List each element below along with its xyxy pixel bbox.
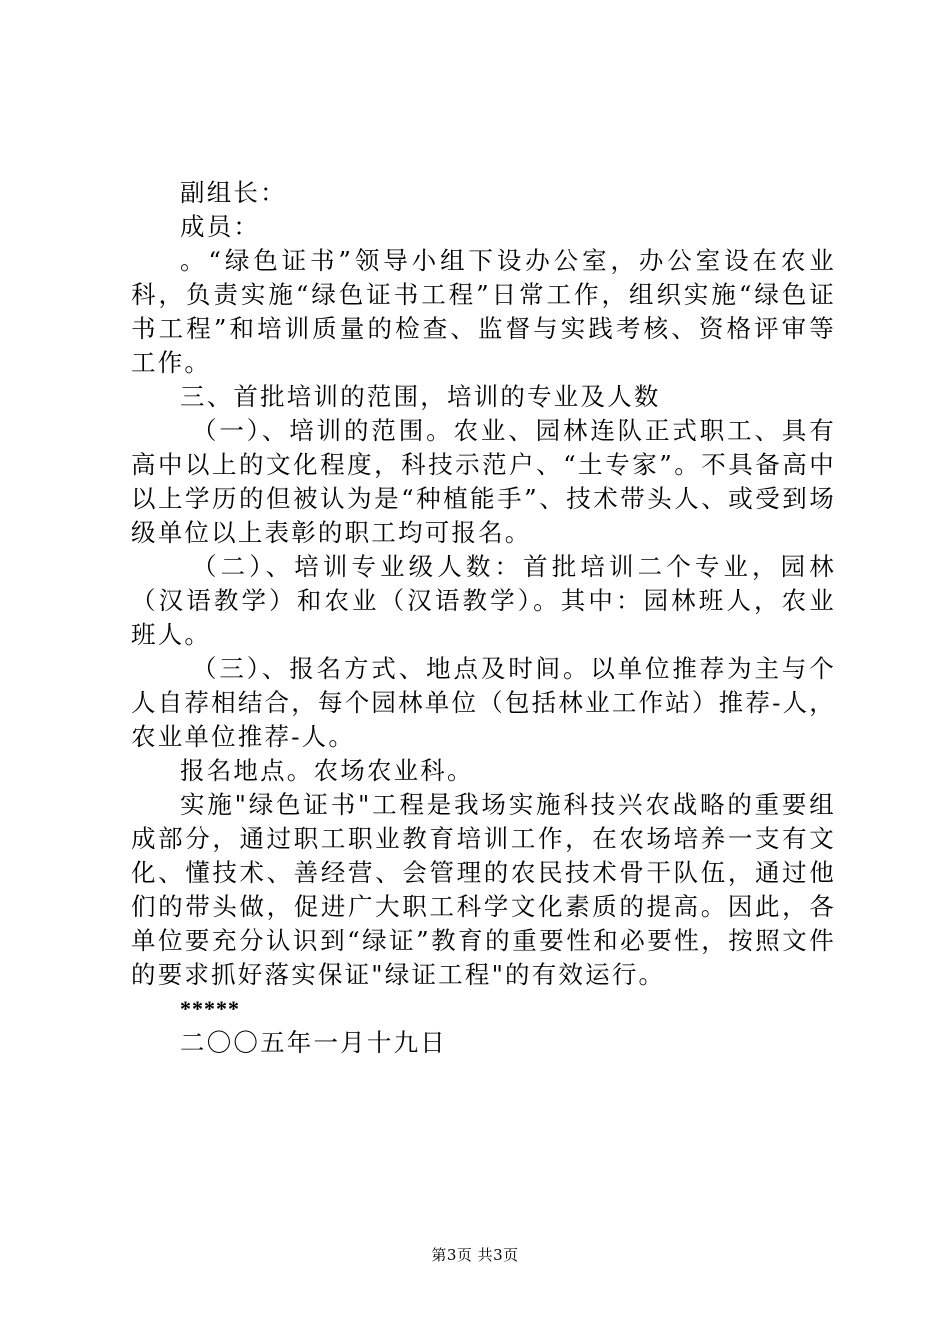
training-majors-paragraph: （二）、培训专业级人数：首批培训二个专业，园林（汉语教学）和农业（汉语教学）。其中：园林班人，农业班人。 bbox=[131, 552, 836, 649]
page-number-footer: 第3页 共3页 bbox=[431, 1246, 519, 1264]
office-paragraph: 。“绿色证书”领导小组下设办公室，办公室设在农业科，负责实施“绿色证书工程”日常工作，组织实施“绿色证书工程”和培训质量的检查、监督与实践考核、资格评审等工作。 bbox=[131, 246, 836, 377]
training-scope-paragraph: （一）、培训的范围。农业、园林连队正式职工、具有高中以上的文化程度，科技示范户、“土专家”。不具备高中以上学历的但被认为是“种植能手”、技术带头人、或受到场级单位以上表彰的职工均可报名。 bbox=[131, 416, 836, 547]
section-three-heading: 三、首批培训的范围，培训的专业及人数 bbox=[180, 382, 661, 411]
members-line: 成员： bbox=[180, 212, 261, 241]
conclusion-paragraph: 实施"绿色证书"工程是我场实施科技兴农战略的重要组成部分，通过职工职业教育培训工作，在农场培养一支有文化、懂技术、善经营、会管理的农民技术骨干队伍，通过他们的带头做，促进广大职工科学文化素质的提高。因此，各单位要充分认识到“绿证”教育的重要性和必要性，按照文件的要求抓好落实保证"绿证工程"的有效运行。 bbox=[131, 790, 836, 989]
signature-placeholder: ***** bbox=[180, 996, 240, 1021]
document-body bbox=[131, 176, 836, 1060]
document-date: 二〇〇五年一月十九日 bbox=[180, 1028, 447, 1057]
registration-location-line: 报名地点。农场农业科。 bbox=[180, 756, 474, 785]
registration-method-paragraph: （三）、报名方式、地点及时间。以单位推荐为主与个人自荐相结合，每个园林单位（包括林业工作站）推荐-人，农业单位推荐-人。 bbox=[131, 654, 836, 751]
deputy-leader-line: 副组长： bbox=[180, 178, 287, 207]
